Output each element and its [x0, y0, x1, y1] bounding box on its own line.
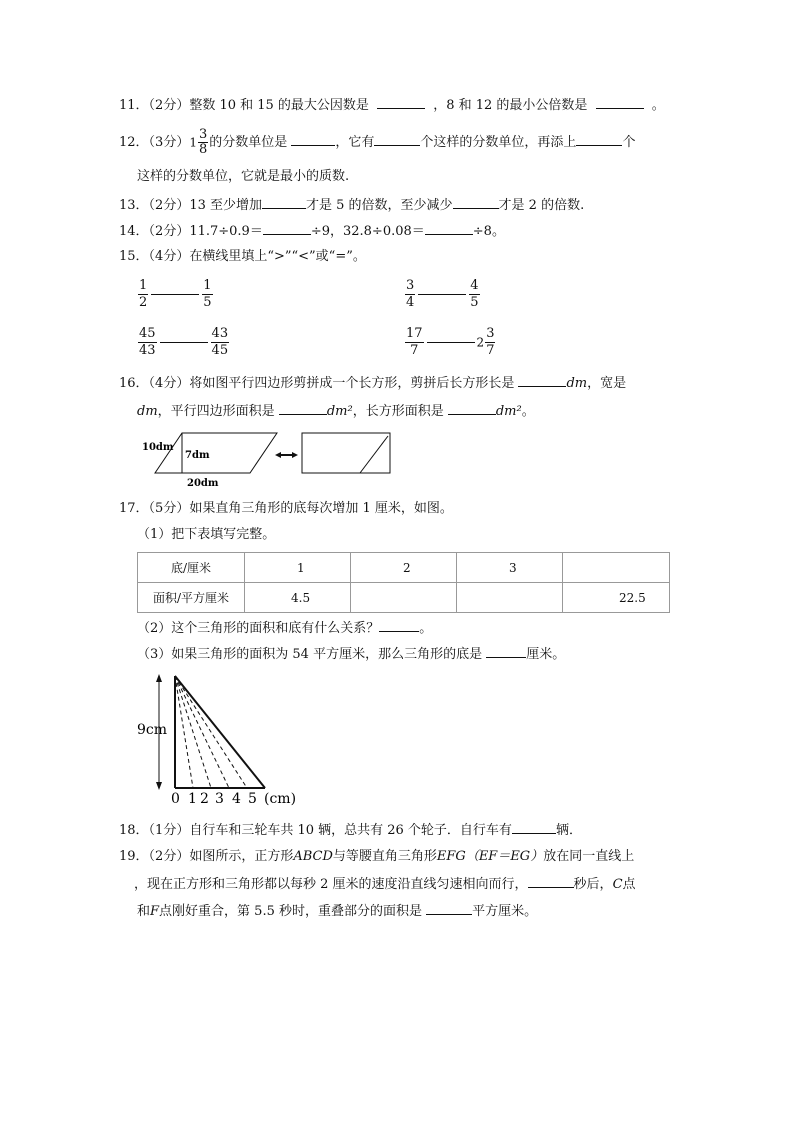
height-arrow-top: [156, 674, 162, 682]
q15-compare-3: [137, 326, 230, 359]
q16-blank-1[interactable]: [518, 373, 566, 387]
q16-figure: [137, 428, 402, 490]
table-row: [138, 553, 670, 583]
q15-compare-2: [404, 278, 481, 311]
q12-blank-2[interactable]: [374, 132, 420, 146]
q12-line2: 这样的分数单位，它就是最小的质数.: [137, 169, 350, 184]
q16-text-a: 16．（4分）将如图平行四边形剪拼成一个长方形，剪拼后长方形长是: [119, 376, 515, 391]
q15-frac-1a: [138, 278, 148, 311]
q15-blank-3[interactable]: [160, 342, 208, 343]
q15-frac-3b-den: 45: [211, 343, 229, 358]
q15-frac-2b: [469, 278, 479, 311]
q19-line3-b: 点刚好重合，第 5.5 秒时，重叠部分的面积是: [159, 904, 422, 919]
q14-text-b: ÷9，32.8÷0.08＝: [310, 224, 425, 239]
q15-blank-2[interactable]: [418, 294, 466, 295]
q17-blank-2[interactable]: [379, 618, 419, 632]
q12-prefix: 12．（3分）: [119, 135, 190, 150]
q17-sub3-text: （3）如果三角形的面积为 54 平方厘米，那么三角形的底是: [137, 647, 483, 662]
table-cell[interactable]: 3: [457, 553, 563, 583]
table-cell[interactable]: [563, 553, 670, 583]
q14-text-c: ÷8。: [472, 224, 505, 239]
q17-sub2-end: 。: [419, 621, 433, 636]
q16-unit-4: dm²: [495, 404, 522, 419]
q19-point-f: F: [150, 904, 160, 919]
q18-text-b: 辆．: [555, 823, 582, 838]
q19-efg: EFG: [436, 849, 466, 864]
q15-frac-2a-den: 4: [406, 295, 415, 310]
question-14: [119, 221, 505, 241]
q19-line2-a: ，现在正方形和三角形都以每秒 2 厘米的速度沿直线匀速相向而行，: [134, 877, 528, 892]
q16-unit-1: dm: [566, 376, 588, 391]
question-11: [119, 95, 665, 115]
table-row: [138, 583, 670, 613]
question-13: [119, 195, 584, 215]
q16-blank-3[interactable]: [448, 401, 496, 415]
q15-compare-1: [137, 278, 214, 311]
table-header-base: 底/厘米: [138, 553, 245, 583]
table-cell: 4.5: [245, 583, 351, 613]
dashed-line-4: [175, 676, 247, 788]
q19-paren: （EF＝EG）: [465, 849, 544, 864]
q15-frac-4b-whole: 2: [476, 335, 485, 350]
q15-frac-4b-den: 7: [486, 343, 495, 358]
q16-text-b: ，宽是: [587, 376, 627, 391]
q15-frac-3a: [138, 326, 157, 359]
q12-num: 3: [198, 127, 208, 142]
dashed-line-1: [175, 676, 193, 788]
q13-blank-1[interactable]: [262, 195, 306, 209]
question-15: 15．（4分）在横线里填上“>”“<”或“=”。: [119, 249, 366, 264]
arrow-left-head: [275, 452, 281, 458]
q17-blank-3[interactable]: [486, 644, 526, 658]
q14-blank-2[interactable]: [425, 221, 473, 235]
q11-text-c: 。: [651, 98, 665, 113]
rectangle-shape: [302, 433, 390, 473]
q17-triangle-figure: [137, 668, 337, 808]
q15-frac-2b-den: 5: [470, 295, 479, 310]
q19-line3-a: 和: [137, 904, 151, 919]
dashed-line-2: [175, 676, 211, 788]
q15-frac-1b-num: 1: [203, 278, 212, 293]
q12-text-d: 个: [622, 135, 636, 150]
q12-fraction: [198, 128, 208, 157]
triangle-hypotenuse: [175, 676, 265, 788]
q17-sub3: [137, 644, 565, 664]
q13-text-a: 13．（2分）13 至少增加: [119, 198, 262, 213]
q19-blank-1[interactable]: [528, 874, 574, 888]
parallelogram-side-label: 10dm: [142, 442, 174, 453]
q19-text-c: 放在同一直线上: [543, 849, 635, 864]
q19-line3: [137, 901, 537, 921]
q13-blank-2[interactable]: [453, 195, 499, 209]
q11-blank-1[interactable]: [377, 95, 425, 109]
table-cell[interactable]: [351, 583, 457, 613]
q17-sub2: [137, 618, 432, 638]
q12-blank-1[interactable]: [291, 132, 335, 146]
q17-sub1: （1）把下表填写完整。: [137, 527, 276, 542]
axis-label-5: 5: [248, 791, 257, 807]
q17-sub3-end: 厘米。: [526, 647, 566, 662]
q11-text-a: 11．（2分）整数 10 和 15 的最大公因数是: [119, 98, 369, 113]
q15-blank-1[interactable]: [151, 294, 199, 295]
axis-label-0: 0: [171, 791, 180, 807]
q12-text-c: 个这样的分数单位，再添上: [420, 135, 577, 150]
q12-text-b: ，它有: [335, 135, 375, 150]
q15-frac-2a: [405, 278, 415, 311]
q15-frac-4b-num: 3: [486, 326, 495, 341]
q15-blank-4[interactable]: [427, 342, 475, 343]
q13-text-b: 才是 5 的倍数，至少减少: [306, 198, 453, 213]
q19-text-b: 与等腰直角三角形: [332, 849, 437, 864]
q15-frac-2b-num: 4: [470, 278, 479, 293]
q14-blank-1[interactable]: [263, 221, 311, 235]
q16-unit-2: dm: [137, 404, 158, 419]
q12-blank-3[interactable]: [576, 132, 622, 146]
q15-frac-1b-den: 5: [203, 295, 212, 310]
q15-frac-1a-den: 2: [139, 295, 148, 310]
parallelogram-height-label: 7dm: [185, 450, 210, 461]
q13-text-c: 才是 2 的倍数.: [498, 198, 585, 213]
q12-text-a: 的分数单位是: [209, 135, 288, 150]
q19-line2: [134, 874, 636, 894]
q15-frac-4a: [405, 326, 424, 359]
parallelogram-shape: [155, 433, 277, 473]
q11-blank-2[interactable]: [596, 95, 644, 109]
question-17: 17．（5分）如果直角三角形的底每次增加 1 厘米，如图。: [119, 501, 453, 516]
question-16: [119, 373, 626, 393]
q19-line2-c: 点: [622, 877, 636, 892]
table-cell[interactable]: [457, 583, 563, 613]
q12-den: 8: [198, 142, 208, 157]
q15-frac-3b: [211, 326, 230, 359]
axis-label-1: 1: [188, 791, 197, 807]
q15-frac-4a-den: 7: [410, 343, 419, 358]
q19-point-c: C: [612, 877, 623, 892]
q17-table: [137, 552, 670, 613]
q15-frac-1b: [202, 278, 212, 311]
q15-frac-3a-den: 43: [139, 343, 156, 358]
table-cell: 1: [245, 553, 351, 583]
axis-label-4: 4: [232, 791, 241, 807]
q19-blank-2[interactable]: [426, 901, 472, 915]
q18-blank-1[interactable]: [512, 820, 556, 834]
table-cell[interactable]: 2: [351, 553, 457, 583]
axis-unit-label: (cm): [264, 791, 297, 807]
triangle-height-label: 9cm: [137, 722, 168, 738]
rectangle-cut-line: [360, 436, 388, 473]
q17-sub2-text: （2）这个三角形的面积和底有什么关系？: [137, 621, 380, 636]
q15-frac-1a-num: 1: [139, 278, 148, 293]
q15-compare-4: [404, 326, 496, 359]
q16-text-d: ，长方形面积是: [352, 404, 444, 419]
q16-text-c: ，平行四边形面积是: [157, 404, 275, 419]
q19-abcd: ABCD: [293, 849, 333, 864]
q19-text-a: 19．（2分）如图所示，正方形: [119, 849, 294, 864]
q11-text-b: ，8 和 12 的最小公倍数是: [433, 98, 588, 113]
q15-frac-4a-num: 17: [406, 326, 423, 341]
axis-label-2: 2: [200, 791, 209, 807]
q16-unit-3: dm²: [326, 404, 353, 419]
table-header-area: 面积/平方厘米: [138, 583, 245, 613]
question-12: [119, 128, 635, 157]
q19-line2-b: 秒后，: [573, 877, 613, 892]
q16-line2: [137, 401, 535, 421]
q16-blank-2[interactable]: [279, 401, 327, 415]
q15-frac-2a-num: 3: [406, 278, 415, 293]
q15-frac-3a-num: 45: [139, 326, 156, 341]
q15-frac-4b: [485, 326, 495, 359]
q19-line3-c: 平方厘米。: [472, 904, 538, 919]
q14-text-a: 14．（2分）11.7÷0.9＝: [119, 224, 263, 239]
table-cell: 22.5: [563, 583, 670, 613]
height-arrow-bottom: [156, 782, 162, 790]
question-19: [119, 848, 634, 866]
parallelogram-base-label: 20dm: [187, 478, 219, 489]
q18-text-a: 18．（1分）自行车和三轮车共 10 辆，总共有 26 个轮子．自行车有: [119, 823, 512, 838]
q15-frac-3b-num: 43: [211, 326, 229, 341]
q16-text-e: 。: [521, 404, 535, 419]
question-18: [119, 820, 582, 840]
arrow-right-head: [292, 452, 298, 458]
axis-label-3: 3: [215, 791, 224, 807]
q12-mixed-whole: 1: [189, 135, 197, 150]
